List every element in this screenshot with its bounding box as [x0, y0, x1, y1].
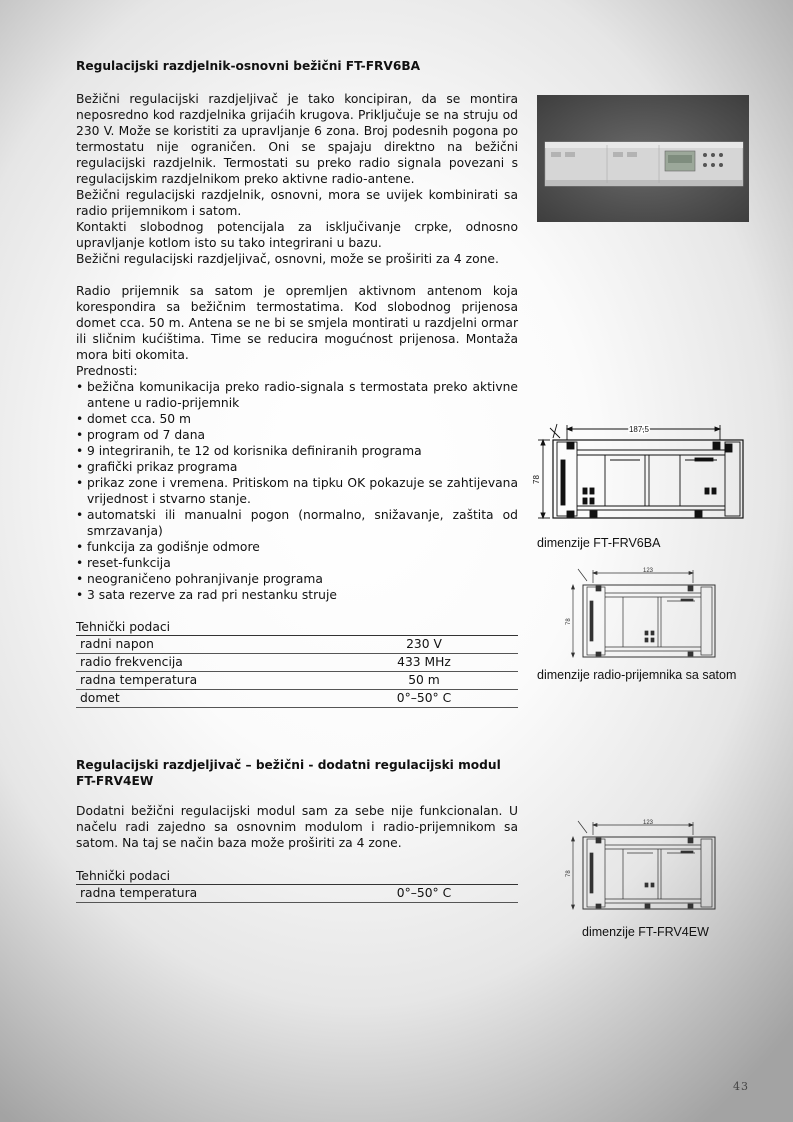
list-item: • program od 7 dana: [76, 427, 518, 443]
section2-para: Dodatni bežični regulacijski modul sam za sebe nije funkcionalan. U načelu radi zajedno sa osnovnim modulom i radio-prijemnikom sa satom. Na taj se način baza može proširiti za 4 zone.: [76, 804, 518, 850]
list-item: • 9 integriranih, te 12 od korisnika definiranih programa: [76, 443, 518, 459]
section2-title: Regulacijski razdjeljivač – bežični - dodatni regulacijski modul FT-FRV4EW: [76, 758, 501, 788]
section1-para4: Bežični regulacijski razdjeljivač, osnovni, može se proširiti za 4 zone.: [76, 252, 499, 266]
section1-body: [76, 91, 518, 267]
dimension-drawing-ft-frv4ew: [563, 815, 721, 915]
tech-title-1: Tehnički podaci: [76, 620, 171, 634]
width-label: 123: [642, 820, 654, 826]
list-item: • grafički prikaz programa: [76, 459, 518, 475]
table-row: [76, 636, 518, 654]
section1-radio-para: Radio prijemnik sa satom je opremljen aktivnom antenom koja korespondira sa bežičnim termostatima. Kod slobodnog prijenosa domet cca. 50 m. Antena se ne bi se smjela montirati u razdjelni ormar ili sličnim kućištima. Time se reducira mogućnost prijenosa. Montaža mora biti okomita.: [76, 284, 518, 362]
height-label: 78: [566, 870, 572, 877]
list-item: • bežična komunikacija preko radio-signala s termostata preko aktivne antene u radio-prijemnik: [76, 379, 518, 411]
tech-table-2: [76, 884, 518, 903]
tech-table-1: [76, 635, 518, 708]
drawing-radio-svg: [563, 563, 721, 663]
tech-value: 230 V: [330, 636, 518, 654]
list-item: • funkcija za godišnje odmore: [76, 539, 518, 555]
advantages-title: Prednosti:: [76, 364, 138, 378]
drawing-frv6ba-svg: [532, 420, 750, 522]
tech-value: 50 m: [330, 672, 518, 690]
list-item: • domet cca. 50 m: [76, 411, 518, 427]
tech-label: domet: [76, 690, 330, 708]
section1-para1: Bežični regulacijski razdjeljivač je tako koncipiran, da se montira neposredno kod razdjelnika grijaćih krugova. Priključuje se na struju od 230 V. Može se koristiti za upravljanje 6 zona. Broj podesnih pogona po termostatu nije ograničen. Oni se spajaju direktno na bežični regulacijski razdjelnik. Termostati su preko radio signala povezani s regulacijskim razdjelnikom preko aktivne radio-antene.: [76, 92, 518, 186]
list-item: • automatski ili manualni pogon (normalno, snižavanje, zaštita od smrzavanja): [76, 507, 518, 539]
list-item: • prikaz zone i vremena. Pritiskom na tipku OK pokazuje se zahtijevana vrijednost i stvarno stanje.: [76, 475, 518, 507]
drawing-frv4ew-svg: [563, 815, 721, 915]
dimension-drawing-ft-frv6ba: [532, 420, 750, 522]
table-row: [76, 885, 518, 903]
list-item: • reset-funkcija: [76, 555, 518, 571]
tech-value: 0°–50° C: [330, 690, 518, 708]
width-label: 123: [642, 568, 654, 574]
figure-caption: dimenzije FT-FRV6BA: [537, 536, 661, 550]
figure-caption: dimenzije FT-FRV4EW: [582, 925, 709, 939]
width-label: 187,5: [628, 425, 650, 434]
list-item: • neograničeno pohranjivanje programa: [76, 571, 518, 587]
section1-title: Regulacijski razdjelnik-osnovni bežični FT-FRV6BA: [76, 59, 421, 73]
tech-title-2: Tehnički podaci: [76, 869, 171, 883]
section1-para3: Kontakti slobodnog potencijala za isključivanje crpke, odnosno upravljanje kotlom isto su tako integrirani u bazu.: [76, 220, 518, 250]
tech-value: 0°–50° C: [330, 885, 518, 903]
figure-caption: dimenzije radio-prijemnika sa satom: [537, 668, 737, 682]
list-item: • 3 sata rezerve za rad pri nestanku struje: [76, 587, 518, 603]
dimension-drawing-radio-receiver: [563, 563, 721, 663]
advantages-list: [76, 379, 518, 603]
tech-label: radni napon: [76, 636, 330, 654]
tech-value: 433 MHz: [330, 654, 518, 672]
product-photo-illustration: [537, 95, 749, 222]
height-label: 78: [566, 618, 572, 625]
table-row: [76, 654, 518, 672]
tech-label: radio frekvencija: [76, 654, 330, 672]
table-row: [76, 690, 518, 708]
table-row: [76, 672, 518, 690]
height-label: 78: [532, 475, 541, 484]
section1-para2: Bežični regulacijski razdjelnik, osnovni, mora se uvijek kombinirati sa radio prijemnikom i satom.: [76, 188, 518, 218]
page-number: 43: [733, 1080, 749, 1093]
tech-label: radna temperatura: [76, 672, 330, 690]
tech-label: radna temperatura: [76, 885, 330, 903]
product-photo: [537, 95, 749, 222]
